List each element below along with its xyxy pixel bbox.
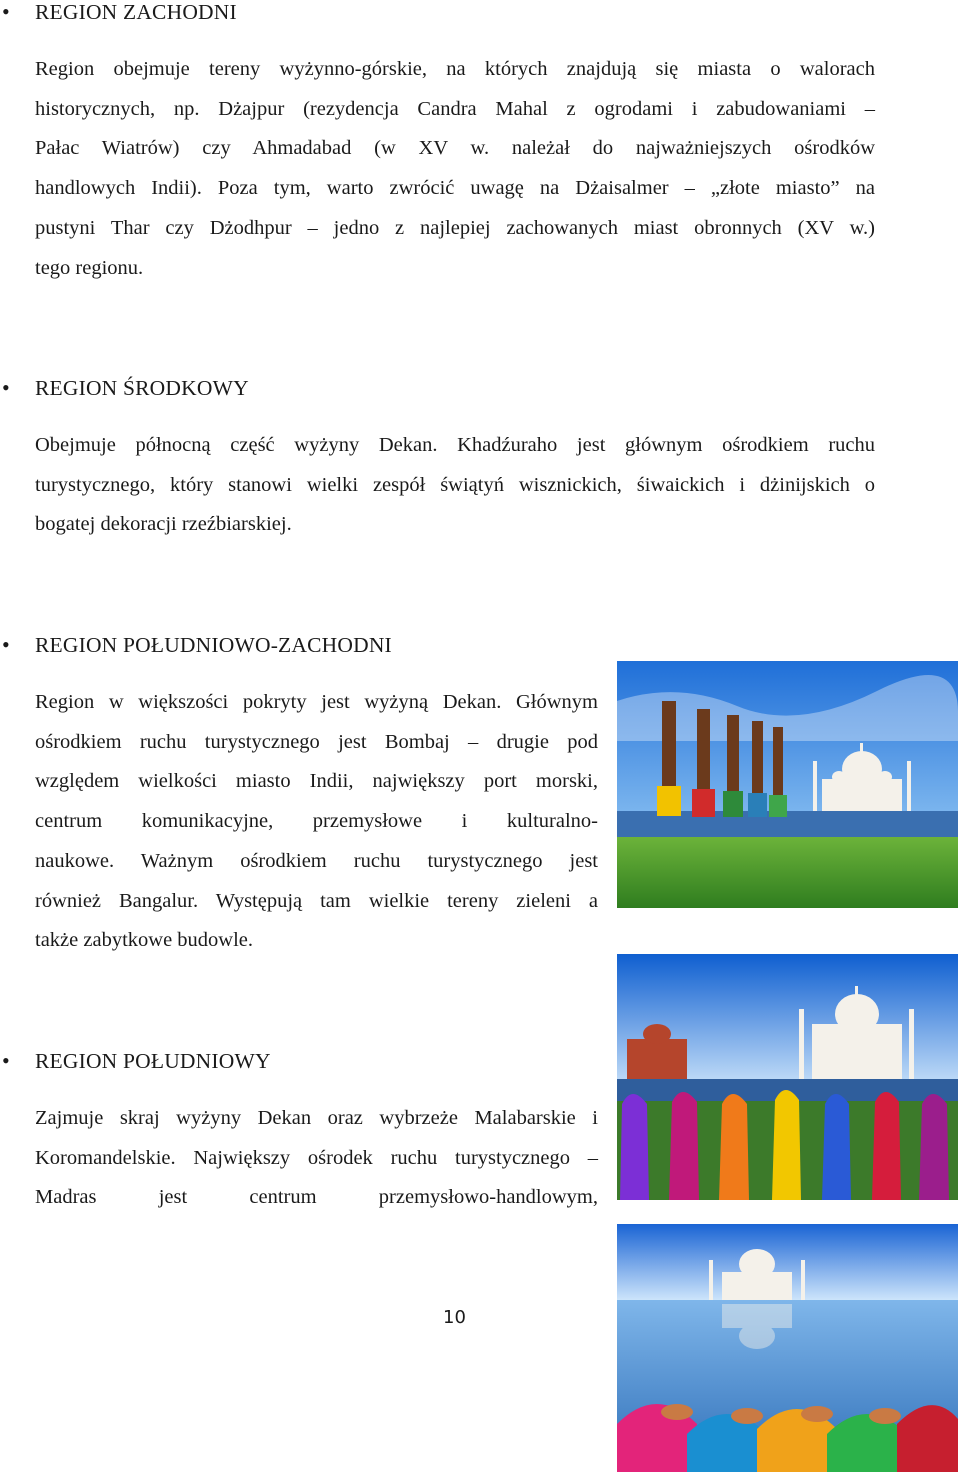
paragraph-poludniowo-zachodni <box>35 683 598 961</box>
text-line: handlowych Indii). Poza tym, warto zwrócić uwagę na Dżaisalmer – „złote miasto” na <box>35 177 875 200</box>
text-line: turystycznego, który stanowi wielki zespół świątyń wisznickich, śiwaickich i dżinijskich o <box>35 473 875 496</box>
text-line: pustyni Thar czy Dżodhpur – jedno z najlepiej zachowanych miast obronnych (XV w.) <box>35 216 875 239</box>
photo-hands-taj-mahal-svg <box>617 1224 958 1472</box>
text-line: Region obejmuje tereny wyżynno-górskie, na których znajdują się miasta o walorach <box>35 58 875 80</box>
photo-yoga-taj-mahal <box>617 661 958 908</box>
bullet-icon: • <box>2 1048 10 1073</box>
photo-yoga-taj-mahal-svg <box>617 661 958 908</box>
text-line: Koromandelskie. Największy ośrodek ruchu turystycznego – <box>35 1146 598 1169</box>
text-line: względem wielkości miasto Indii, największy port morski, <box>35 770 598 793</box>
bullet-icon: • <box>2 375 10 400</box>
page-number: 10 <box>443 1307 466 1328</box>
text-line: Region w większości pokryty jest wyżyną Dekan. Głównym <box>35 691 598 713</box>
section-heading-zachodni: REGION ZACHODNI <box>35 0 237 24</box>
bullet-icon: • <box>2 0 10 24</box>
section-heading-poludniowo-zachodni: REGION POŁUDNIOWO-ZACHODNI <box>35 633 392 657</box>
text-line: bogatej dekoracji rzeźbiarskiej. <box>35 513 292 536</box>
bullet-icon: • <box>2 632 10 657</box>
paragraph-poludniowy <box>35 1099 598 1218</box>
text-line: również Bangalur. Występują tam wielkie tereny zieleni a <box>35 889 598 912</box>
photo-saris-taj-mahal <box>617 954 958 1200</box>
text-line: Zajmuje skraj wyżyny Dekan oraz wybrzeże Malabarskie i <box>35 1107 598 1129</box>
paragraph-zachodni <box>35 50 875 288</box>
text-line: tego regionu. <box>35 256 144 279</box>
text-line: Madras jest centrum przemysłowo-handlowym, <box>35 1186 598 1209</box>
text-line: Pałac Wiatrów) czy Ahmadabad (w XV w. należał do najważniejszych ośrodków <box>35 137 875 160</box>
photo-saris-taj-mahal-svg <box>617 954 958 1200</box>
text-line: także zabytkowe budowle. <box>35 929 254 952</box>
section-heading-poludniowy: REGION POŁUDNIOWY <box>35 1049 271 1073</box>
text-line: historycznych, np. Dżajpur (rezydencja Candra Mahal z ogrodami i zabudowaniami – <box>35 97 875 120</box>
text-line: Obejmuje północną część wyżyny Dekan. Khadźuraho jest głównym ośrodkiem ruchu <box>35 434 875 456</box>
section-heading-srodkowy: REGION ŚRODKOWY <box>35 376 249 400</box>
paragraph-srodkowy <box>35 426 875 545</box>
photo-hands-taj-mahal <box>617 1224 958 1472</box>
text-line: naukowe. Ważnym ośrodkiem ruchu turystycznego jest <box>35 849 598 872</box>
text-line: centrum komunikacyjne, przemysłowe i kulturalno- <box>35 810 598 833</box>
text-line: ośrodkiem ruchu turystycznego jest Bombaj – drugie pod <box>35 730 598 753</box>
